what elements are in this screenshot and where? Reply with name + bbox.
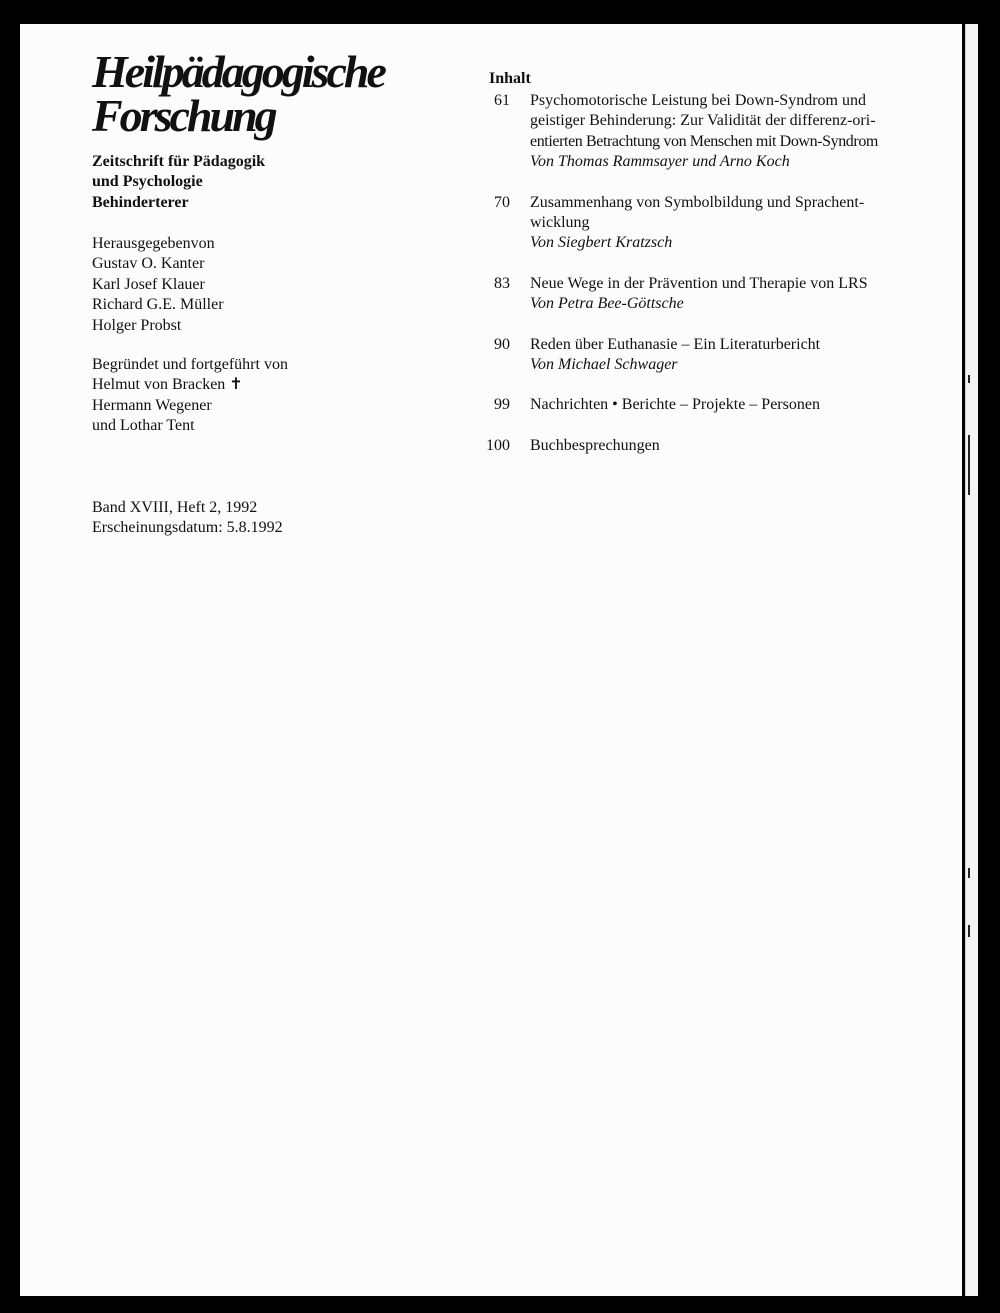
toc-page-number: 61 — [494, 92, 510, 109]
toc-title-line: wicklung — [530, 214, 590, 232]
editors-line: Holger Probst — [92, 316, 182, 334]
founders-line: Begründet und fortgeführt von — [92, 356, 288, 373]
toc-title-line: Reden über Euthanasie – Ein Literaturbericht — [530, 335, 821, 353]
edge-mark — [968, 435, 970, 495]
toc-heading: Inhalt — [489, 70, 531, 87]
journal-subtitle — [92, 152, 265, 213]
issue-info — [92, 498, 283, 539]
toc-title-line: Nachrichten • Berichte – Projekte – Personen — [530, 396, 820, 414]
subtitle-line: Behinderterer — [92, 193, 189, 211]
founders-line: Helmut von Bracken ✝ — [92, 376, 243, 394]
toc-page-number: 90 — [494, 335, 510, 353]
issue-date: Erscheinungsdatum: 5.8.1992 — [92, 519, 283, 537]
toc-page-number: 100 — [486, 436, 510, 454]
table-of-contents — [470, 91, 900, 456]
edge-mark — [968, 375, 970, 383]
edge-mark — [968, 925, 970, 937]
masthead-line-2: Forschung — [92, 90, 275, 141]
toc-author: Von Siegbert Kratzsch — [530, 234, 673, 252]
toc-title-line: Zusammenhang von Symbolbildung und Sprachent- — [530, 193, 865, 211]
toc-title-line: geistiger Behinderung: Zur Validität der differenz-ori- — [530, 112, 876, 130]
toc-page-number: 70 — [494, 193, 510, 211]
editors-list — [92, 234, 224, 336]
toc-entry — [470, 193, 900, 254]
subtitle-line: Zeitschrift für Pädagogik — [92, 153, 266, 170]
editors-line: Herausgegebenvon — [92, 235, 215, 252]
editors-line: Richard G.E. Müller — [92, 296, 224, 314]
toc-author: Von Thomas Rammsayer und Arno Koch — [530, 153, 790, 171]
editors-line: Gustav O. Kanter — [92, 255, 205, 273]
toc-author: Von Petra Bee-Göttsche — [530, 295, 684, 313]
founders-line: Hermann Wegener — [92, 396, 212, 414]
toc-page-number: 99 — [494, 396, 510, 414]
founders-line: und Lothar Tent — [92, 417, 195, 435]
toc-entry — [470, 274, 900, 315]
edge-mark — [968, 868, 970, 878]
toc-title-line: Psychomotorische Leistung bei Down-Syndrom und — [530, 92, 866, 109]
issue-volume: Band XVIII, Heft 2, 1992 — [92, 499, 258, 516]
toc-entry — [470, 91, 900, 173]
toc-entry — [470, 335, 900, 376]
toc-entry — [470, 436, 900, 456]
toc-title-line: entierten Betrachtung von Menschen mit Down-Syndrom — [530, 132, 878, 150]
masthead-line-1: Heilpädagogische — [92, 46, 384, 97]
toc-entry — [470, 395, 900, 415]
toc-title-line: Neue Wege in der Prävention und Therapie von LRS — [530, 274, 868, 292]
founders-list — [92, 355, 288, 437]
subtitle-line: und Psychologie — [92, 173, 203, 191]
toc-page-number: 83 — [494, 274, 510, 292]
journal-masthead — [92, 46, 384, 141]
toc-author: Von Michael Schwager — [530, 356, 678, 374]
adjacent-page-edge — [965, 24, 978, 1296]
editors-line: Karl Josef Klauer — [92, 275, 205, 293]
toc-title-line: Buchbesprechungen — [530, 436, 660, 454]
